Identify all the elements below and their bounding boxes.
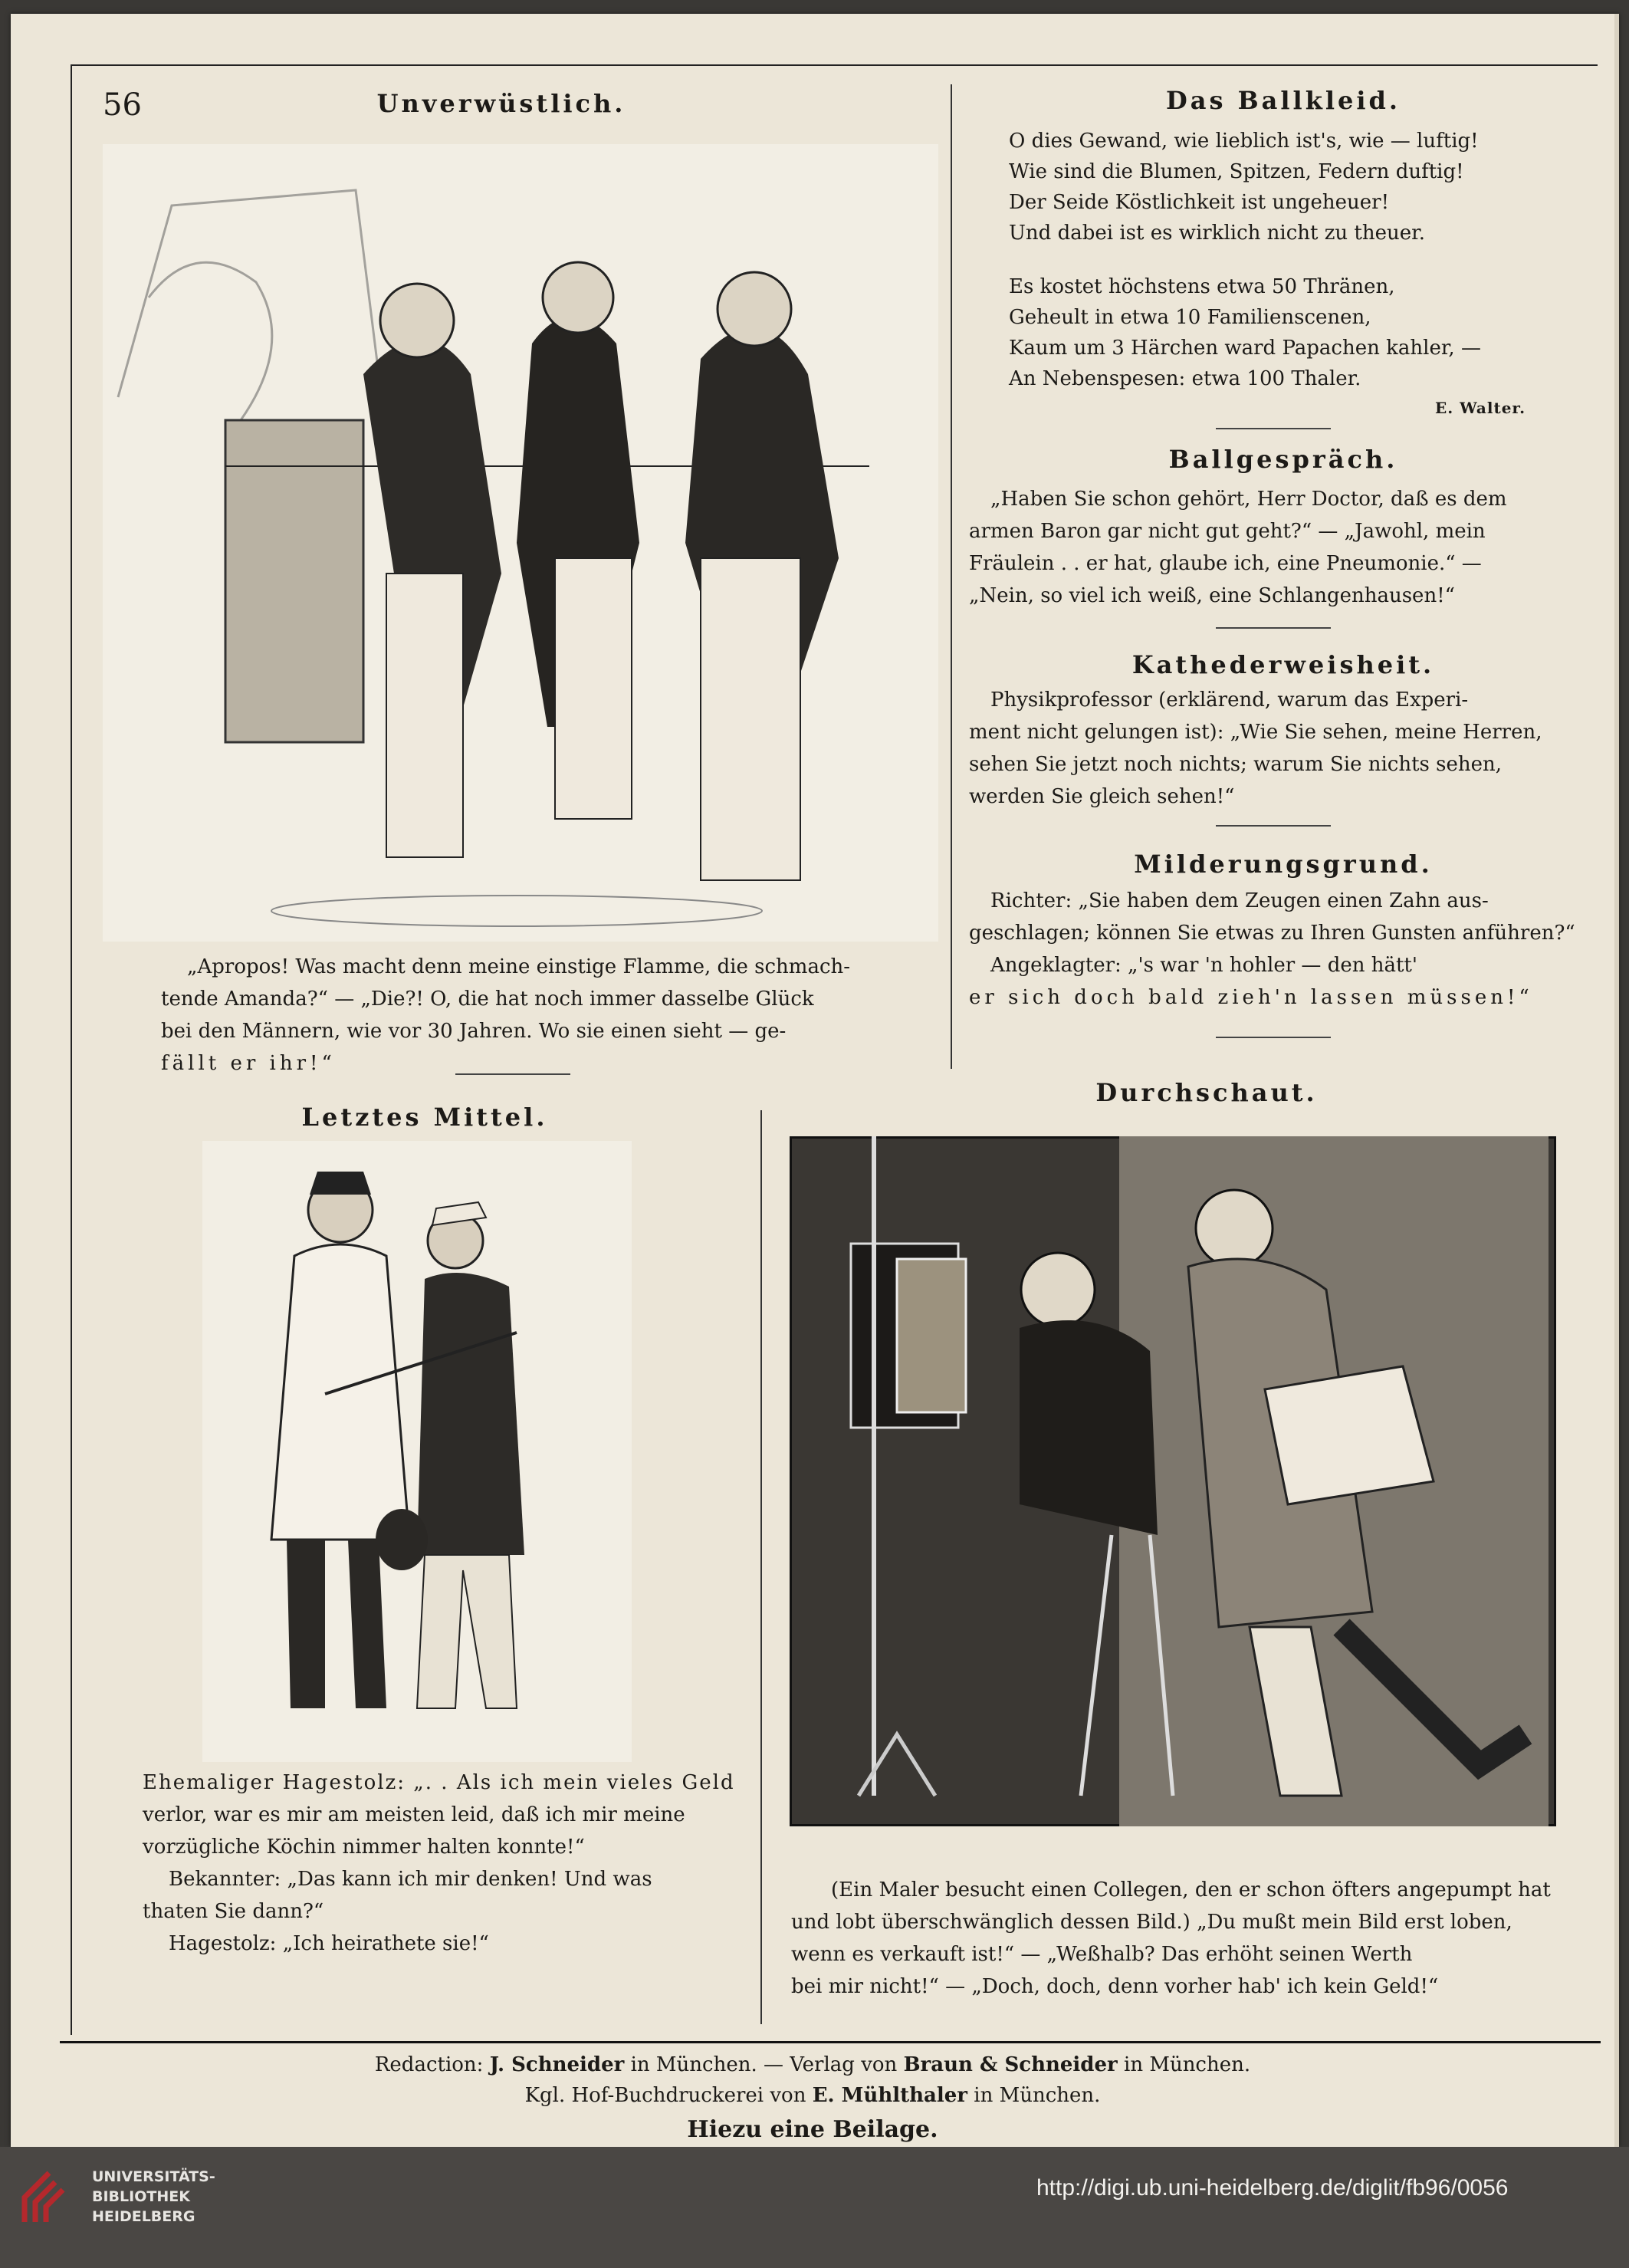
- footer-publisher: Braun & Schneider: [903, 2053, 1118, 2076]
- newspaper-page: [11, 14, 1619, 2147]
- frame-left-rule: [71, 64, 72, 2035]
- separator: [1216, 428, 1331, 429]
- letztes-mittel-title: Letztes Mittel.: [301, 1103, 548, 1132]
- text-line: tende Amanda?“ — „Die?! O, die hat noch immer dasselbe Glück: [161, 988, 814, 1011]
- text-line: verlor, war es mir am meisten leid, daß ich mir meine: [143, 1803, 685, 1826]
- text-line: Fräulein . . er hat, glaube ich, eine Pneumonie.“ —: [969, 552, 1482, 575]
- unverwuestlich-caption: [161, 951, 941, 1080]
- library-name-line: BIBLIOTHEK: [92, 2188, 190, 2205]
- text-line: thaten Sie dann?“: [143, 1900, 324, 1923]
- text-line: Angeklagter: „'s war 'n hohler — den hätt': [990, 954, 1418, 977]
- footer-text: in München.: [1117, 2053, 1251, 2076]
- footer-text: in München. — Verlag von: [624, 2053, 904, 2076]
- separator: [1216, 825, 1331, 827]
- column-divider-bottom: [760, 1110, 762, 2024]
- verse-line: Kaum um 3 Härchen ward Papachen kahler, —: [1009, 337, 1481, 360]
- unverwuestlich-title: Unverwüstlich.: [376, 89, 626, 118]
- text-line: armen Baron gar nicht gut geht?“ — „Jawohl, mein: [969, 520, 1486, 543]
- text-line: Ehemaliger Hagestolz: „. . Als ich mein vieles Geld: [143, 1771, 735, 1794]
- footer-editor: J. Schneider: [489, 2053, 625, 2076]
- text-line: werden Sie gleich sehen!“: [969, 785, 1235, 808]
- text-line: fällt er ihr!“: [161, 1052, 336, 1075]
- verse-line: O dies Gewand, wie lieblich ist's, wie — luftig!: [1009, 130, 1479, 153]
- ballkleid-title: Das Ballkleid.: [1165, 86, 1401, 115]
- text-line: geschlagen; können Sie etwas zu Ihren Gunsten anführen?“: [969, 922, 1575, 945]
- text-line: „Nein, so viel ich weiß, eine Schlangenhausen!“: [969, 584, 1455, 607]
- university-library-logo-icon: [18, 2164, 83, 2228]
- kathederweisheit-text: [969, 684, 1582, 813]
- ballgespraech-text: [969, 483, 1582, 612]
- digital-library-url-link[interactable]: http://digi.ub.uni-heidelberg.de/diglit/fb96/0056: [1036, 2175, 1509, 2201]
- ballkleid-author: E. Walter.: [1435, 399, 1526, 417]
- verse-line: Es kostet höchstens etwa 50 Thränen,: [1009, 275, 1395, 298]
- verse-line: Wie sind die Blumen, Spitzen, Federn duftig!: [1009, 160, 1464, 183]
- footer-line-2: [11, 2084, 1614, 2107]
- verse-line: An Nebenspesen: etwa 100 Thaler.: [1009, 367, 1361, 390]
- text-line: wenn es verkauft ist!“ — „Weßhalb? Das erhöht seinen Werth: [791, 1943, 1413, 1966]
- footer-line-1: [11, 2053, 1614, 2076]
- ballkleid-stanza-1: [1009, 126, 1479, 248]
- library-name-line: HEIDELBERG: [92, 2208, 195, 2225]
- separator: [1216, 1037, 1331, 1038]
- footer-text: Redaction:: [374, 2053, 490, 2076]
- text-line: „Haben Sie schon gehört, Herr Doctor, daß es dem: [990, 488, 1507, 511]
- footer-supplement-note: Hiezu eine Beilage.: [687, 2116, 938, 2143]
- column-divider-top: [951, 84, 952, 1069]
- kathederweisheit-title: Kathederweisheit.: [1131, 650, 1435, 679]
- durchschaut-title: Durchschaut.: [1095, 1078, 1318, 1107]
- ballkleid-stanza-2: [1009, 271, 1481, 394]
- separator: [455, 1073, 570, 1075]
- milderungsgrund-text: [969, 885, 1582, 1014]
- text-line: (Ein Maler besucht einen Collegen, den er schon öfters angepumpt hat: [831, 1878, 1551, 1902]
- text-line: Richter: „Sie haben dem Zeugen einen Zahn aus-: [990, 889, 1489, 912]
- text-line: ment nicht gelungen ist): „Wie Sie sehen, meine Herren,: [969, 721, 1542, 744]
- text-line: Bekannter: „Das kann ich mir denken! Und was: [169, 1868, 652, 1891]
- text-line: „Apropos! Was macht denn meine einstige Flamme, die schmach-: [187, 955, 851, 978]
- unverwuestlich-illustration: [103, 144, 938, 942]
- verse-line: Geheult in etwa 10 Familienscenen,: [1009, 306, 1371, 329]
- footer-text: Kgl. Hof-Buchdruckerei von: [524, 2084, 813, 2107]
- text-line: sehen Sie jetzt noch nichts; warum Sie nichts sehen,: [969, 753, 1503, 776]
- durchschaut-illustration: [790, 1136, 1556, 1826]
- text-line: Hagestolz: „Ich heirathete sie!“: [169, 1932, 489, 1955]
- text-line: und lobt überschwänglich dessen Bild.) „Du mußt mein Bild erst loben,: [791, 1911, 1512, 1934]
- letztes-mittel-text: [143, 1767, 744, 1960]
- text-line: bei den Männern, wie vor 30 Jahren. Wo sie einen sieht — ge-: [161, 1020, 787, 1043]
- library-name-line: UNIVERSITÄTS-: [92, 2168, 215, 2185]
- text-line: bei mir nicht!“ — „Doch, doch, denn vorher hab' ich kein Geld!“: [791, 1975, 1439, 1998]
- ballgespraech-title: Ballgespräch.: [1168, 445, 1398, 474]
- footer-text: in München.: [967, 2084, 1101, 2107]
- text-line: vorzügliche Köchin nimmer halten konnte!“: [143, 1836, 585, 1859]
- verse-line: Der Seide Köstlichkeit ist ungeheuer!: [1009, 191, 1390, 214]
- text-line: Physikprofessor (erklärend, warum das Experi-: [990, 689, 1469, 712]
- frame-top-rule: [71, 64, 1598, 66]
- text-line: er sich doch bald zieh'n lassen müssen!“: [969, 986, 1533, 1009]
- verse-line: Und dabei ist es wirklich nicht zu theuer.: [1009, 222, 1425, 245]
- library-name: [92, 2167, 215, 2227]
- letztes-mittel-illustration: [202, 1141, 632, 1762]
- separator: [1216, 627, 1331, 629]
- footer-printer: E. Mühlthaler: [812, 2084, 967, 2107]
- library-footer-bar: [0, 2147, 1629, 2268]
- page-number: 56: [103, 87, 142, 123]
- durchschaut-text: [791, 1874, 1567, 2003]
- milderungsgrund-title: Milderungsgrund.: [1134, 850, 1433, 879]
- footer-rule: [60, 2041, 1601, 2043]
